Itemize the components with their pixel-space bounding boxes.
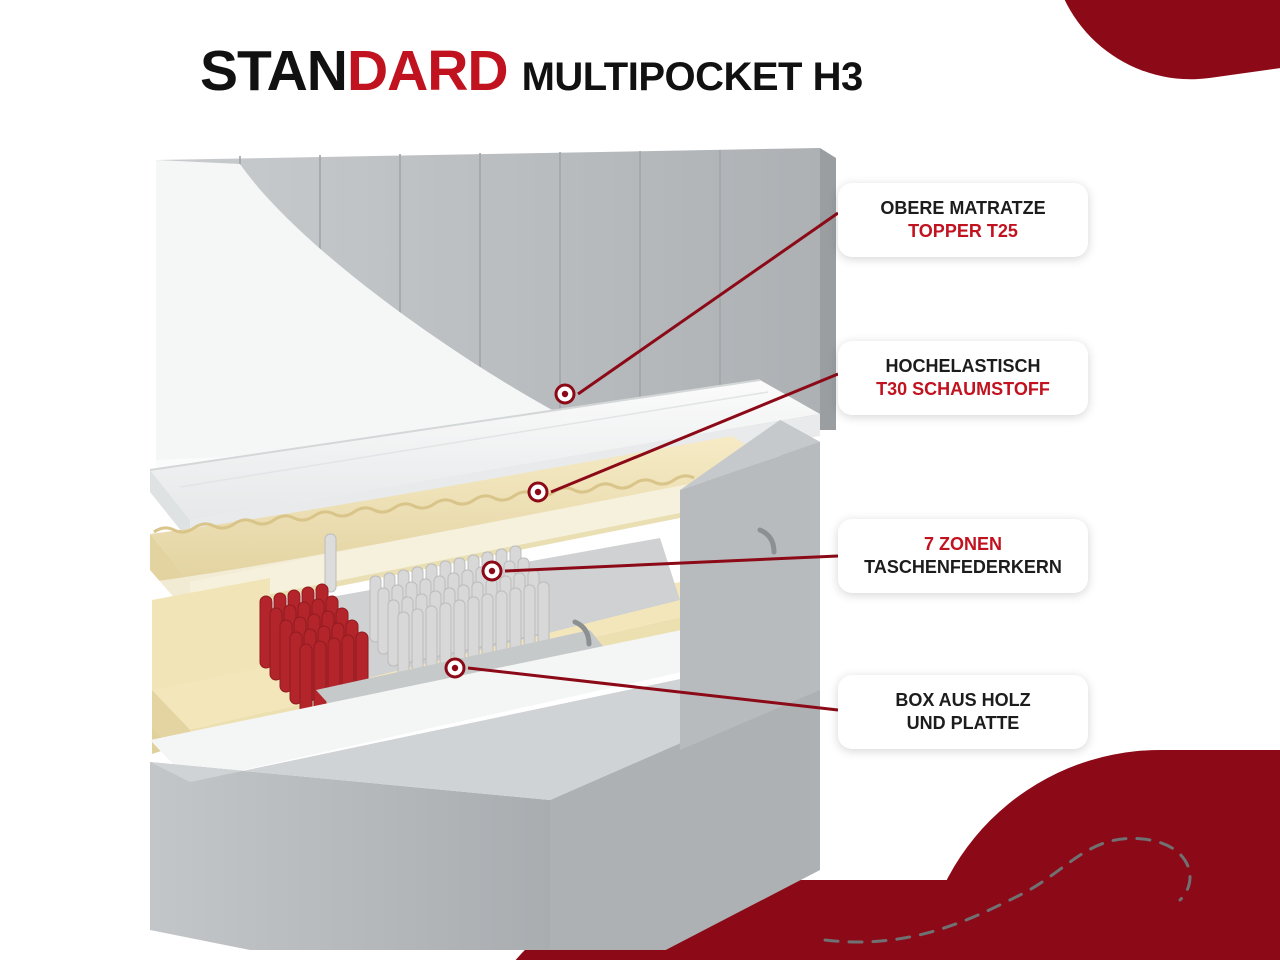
leader-line-1 [551, 374, 838, 492]
callout-0-line1: OBERE MATRATZE [880, 198, 1046, 218]
marker-0 [556, 385, 574, 403]
callout-3-line1: BOX AUS HOLZ [895, 690, 1031, 710]
marker-1 [529, 483, 547, 501]
callout-taschenfederkern [838, 519, 1088, 593]
marker-2 [483, 562, 501, 580]
leader-line-0 [578, 213, 838, 394]
title-main-part2: DARD [346, 39, 508, 103]
callout-1-line2: T30 SCHAUMSTOFF [876, 379, 1050, 400]
callout-1-line1: HOCHELASTISCH [885, 356, 1041, 376]
leader-line-2 [505, 556, 838, 571]
marker-3 [446, 659, 464, 677]
title-sub: MULTIPOCKET H3 [521, 55, 863, 99]
callout-3-line2: UND PLATTE [906, 713, 1020, 734]
callout-0-line2: TOPPER T25 [908, 221, 1018, 242]
callout-obere-matratze [838, 183, 1088, 257]
callout-hochelastisch-schaumstoff [838, 341, 1088, 415]
callout-box-aus-holz [838, 675, 1088, 749]
callout-2-line2: TASCHENFEDERKERN [864, 557, 1062, 578]
title-main-part1: STAN [200, 39, 347, 103]
callout-2-line1: 7 ZONEN [923, 534, 1002, 554]
leader-markers [446, 385, 574, 677]
leader-line-3 [468, 668, 838, 710]
